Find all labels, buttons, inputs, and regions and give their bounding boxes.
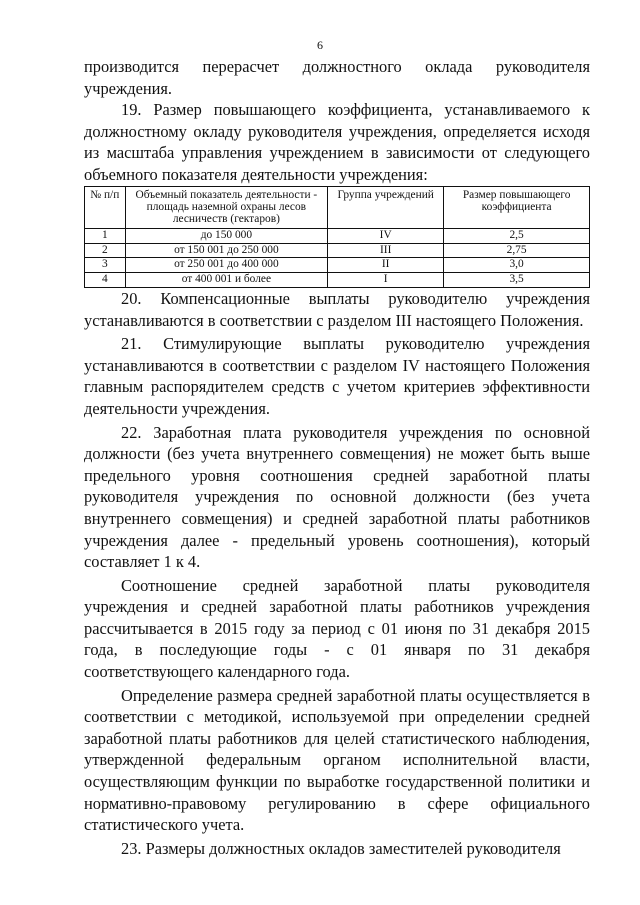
paragraph-21: 21. Стимулирующие выплаты руководителю учреждения устанавливаются в соответствии с разделом IV настоящего Положения главным распорядителем средств с учетом критериев эффективности деятельности учреждения. (84, 334, 590, 418)
document-body (84, 56, 590, 859)
paragraph-19: 19. Размер повышающего коэффициента, устанавливаемого к должностному окладу руководителя учреждения, определяется исходя из масштаба управления учреждением в зависимости от следующего объемного показателя деятельности учреждения: (84, 100, 590, 184)
cell-area: от 250 001 до 400 000 (125, 258, 328, 273)
cell-coefficient: 3,5 (444, 273, 590, 288)
table-row (85, 228, 590, 243)
cell-coefficient: 2,5 (444, 228, 590, 243)
table-header-row (85, 186, 590, 228)
header-group: Группа учреждений (328, 186, 444, 228)
paragraph-salary-methodology: Определение размера средней заработной платы осуществляется в соответствии с методикой, используемой при определении средней заработной платы работников для целей статистического наблюдения, утвержденной федеральным органом исполнительной власти, осуществляющим функции по выработке государственной политики и нормативно-правовому регулированию в сфере официального статистического учета. (84, 685, 590, 835)
paragraph-ratio-calculation: Соотношение средней заработной платы руководителя учреждения и средней заработной платы работников учреждения рассчитывается в 2015 году за период с 01 июня по 31 декабря 2015 года, в последующие годы - с 01 января по 31 декабря соответствующего календарного года. (84, 575, 590, 682)
coefficient-table (84, 186, 590, 288)
table-row (85, 273, 590, 288)
paragraph-22: 22. Заработная плата руководителя учреждения по основной должности (без учета внутреннего совмещения) не может быть выше предельного уровня соотношения средней заработной платы руководителя учреждения по основной должности (без учета внутреннего совмещения) и средней заработной платы работников учреждения далее - предельный уровень соотношения), который составляет 1 к 4. (84, 422, 590, 572)
cell-coefficient: 3,0 (444, 258, 590, 273)
cell-coefficient: 2,75 (444, 243, 590, 258)
cell-number: 4 (85, 273, 126, 288)
cell-group: III (328, 243, 444, 258)
cell-group: I (328, 273, 444, 288)
page-number: 6 (317, 38, 323, 52)
cell-number: 3 (85, 258, 126, 273)
cell-area: от 150 001 до 250 000 (125, 243, 328, 258)
table-row (85, 243, 590, 258)
cell-number: 2 (85, 243, 126, 258)
header-number: № п/п (85, 186, 126, 228)
cell-group: II (328, 258, 444, 273)
cell-group: IV (328, 228, 444, 243)
header-coefficient: Размер повышающего коэффициента (444, 186, 590, 228)
cell-area: от 400 001 и более (125, 273, 328, 288)
cell-number: 1 (85, 228, 126, 243)
paragraph-23: 23. Размеры должностных окладов заместителей руководителя (121, 838, 561, 858)
header-volume-indicator: Объемный показатель деятельности - площадь наземной охраны лесов лесничеств (гектаров) (125, 186, 328, 228)
cell-area: до 150 000 (125, 228, 328, 243)
table-row (85, 258, 590, 273)
paragraph-continuation: производится перерасчет должностного оклада руководителя учреждения. (84, 57, 590, 98)
paragraph-20: 20. Компенсационные выплаты руководителю учреждения устанавливаются в соответствии с разделом III настоящего Положения. (84, 288, 590, 330)
